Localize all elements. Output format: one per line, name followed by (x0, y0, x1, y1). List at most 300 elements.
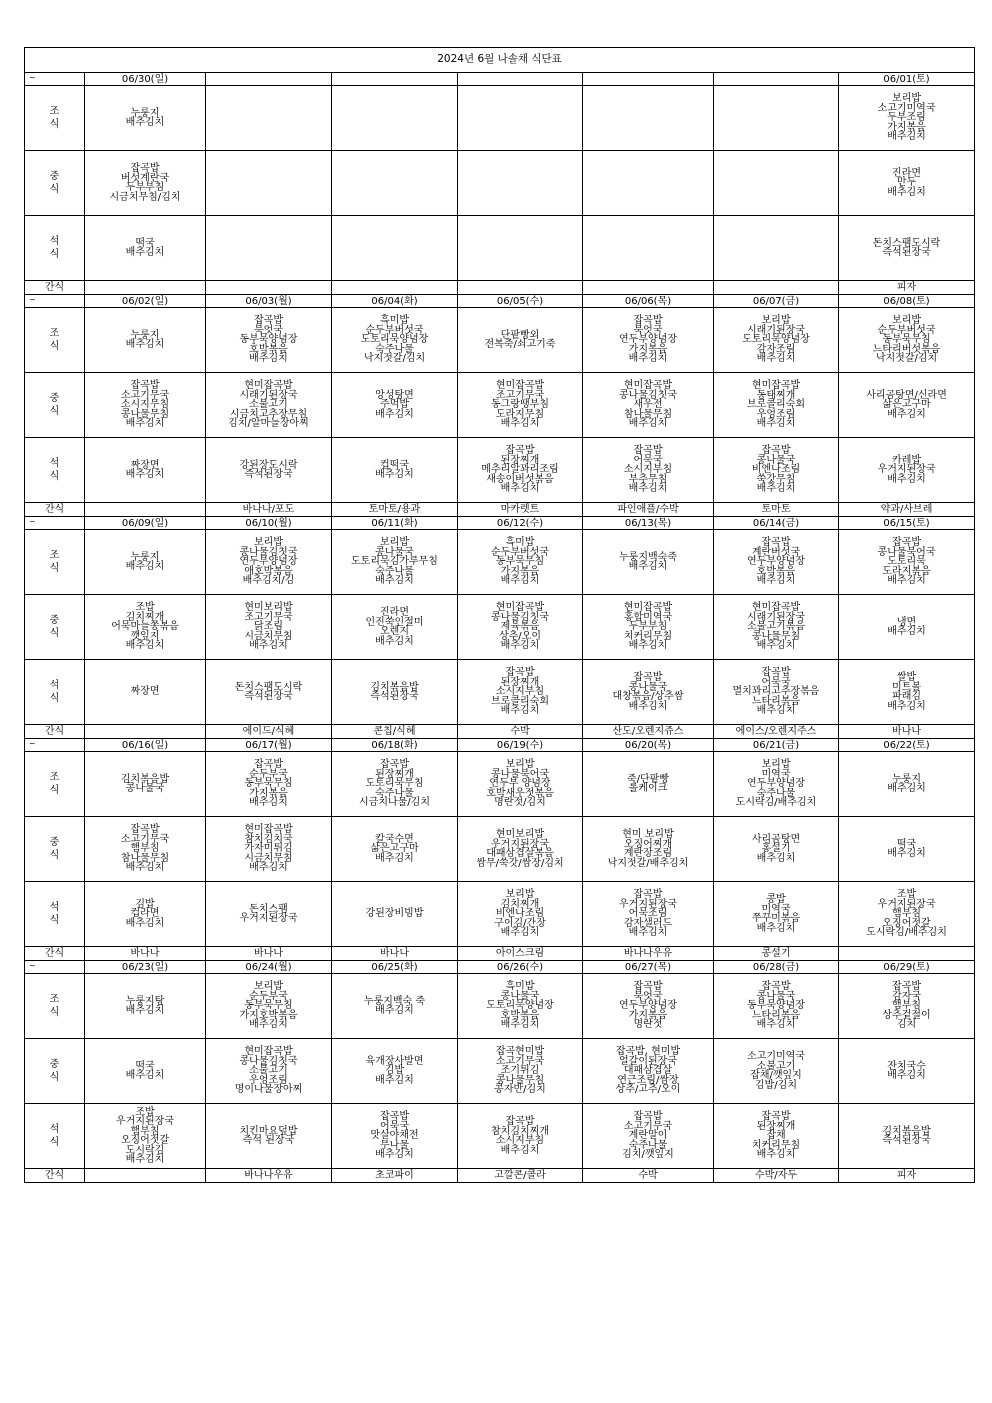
snack-cell (85, 1169, 206, 1183)
menu-item: 단팥빵외 (500, 329, 540, 341)
menu-cell-dinner (458, 216, 583, 281)
menu-item: 명이나물장아찌 (234, 1084, 303, 1096)
meal-label-lunch (25, 1039, 85, 1104)
meal-label-breakfast (25, 86, 85, 151)
menu-cell-dinner (714, 660, 839, 725)
menu-item: 비엔나조림 (495, 908, 545, 920)
menu-item: 카레밥 (892, 454, 922, 466)
menu-item: 배추김치 (375, 1005, 414, 1016)
date-cell: 06/30(일) (85, 73, 206, 86)
menu-item: 보리밥 (761, 759, 791, 771)
menu-item: 잡곡밥 (761, 1111, 791, 1123)
menu-item: 가지볶음 (249, 787, 288, 799)
menu-item: 삶은고구마 (882, 399, 931, 411)
corner-mark: ~ (29, 73, 36, 82)
menu-cell-lunch (85, 151, 206, 216)
menu-item: 메추리알꽈리조림 (481, 464, 559, 476)
menu-item: 잡곡밥 (505, 667, 535, 679)
menu-item: 호박볶음 (756, 565, 796, 577)
meal-label-dinner (25, 216, 85, 281)
snack-cell: 바나나 (332, 947, 458, 961)
menu-item: 우거지된장국 (619, 898, 677, 910)
menu-item: 제육볶음 (500, 621, 540, 633)
menu-item: 도라지무침 (495, 408, 545, 420)
menu-item: 시금치고추장무침 (229, 408, 308, 420)
menu-item: 시래기된장국 (239, 389, 298, 401)
meal-row-snack (25, 947, 975, 961)
menu-cell-lunch (206, 373, 332, 438)
menu-item: 배추김치 (125, 917, 165, 929)
menu-cell-lunch (206, 1039, 332, 1104)
menu-item: 배추김치 (125, 117, 165, 128)
menu-cell-lunch (332, 817, 458, 882)
menu-item: 소고기무국 (120, 389, 170, 401)
menu-cell-lunch (839, 595, 975, 660)
menu-cell-lunch (714, 151, 839, 216)
menu-cell-dinner (583, 438, 714, 503)
menu-item: 맛살야채전 (370, 1130, 419, 1142)
menu-cell-breakfast (714, 974, 839, 1039)
meal-row-breakfast (25, 530, 975, 595)
menu-item: 배추김치 (628, 561, 668, 572)
meal-label-breakfast (25, 308, 85, 373)
menu-item: 북엇국 (633, 324, 663, 336)
menu-item: 짜장면 (130, 459, 160, 471)
date-cell: 06/06(목) (583, 295, 714, 308)
menu-item: 미트볼 (892, 681, 922, 693)
menu-cell-lunch (85, 1039, 206, 1104)
menu-item: 우거지된장국 (491, 838, 549, 850)
menu-cell-dinner (714, 216, 839, 281)
menu-item: 배추김치 (887, 473, 926, 485)
snack-cell: 약과/사브레 (839, 503, 975, 517)
date-cell: 06/11(화) (332, 517, 458, 530)
menu-item: 콩나물김칫국 (239, 546, 298, 558)
menu-cell-lunch (839, 151, 975, 216)
date-row (25, 961, 975, 974)
date-cell: 06/26(수) (458, 961, 583, 974)
menu-item: 우거지된장국 (877, 464, 936, 476)
date-cell: 06/18(화) (332, 739, 458, 752)
menu-cell-breakfast (332, 308, 458, 373)
meal-row-dinner (25, 216, 975, 281)
menu-item: 가자미튀김 (244, 843, 293, 855)
menu-cell-lunch (839, 817, 975, 882)
menu-item: 강된장비빔밥 (365, 908, 424, 920)
date-row (25, 73, 975, 86)
menu-item: 즉석된장국 (244, 469, 293, 480)
meal-row-snack (25, 725, 975, 739)
menu-item: 어묵조림 (628, 908, 668, 920)
menu-item: 시금치무침 (244, 852, 293, 864)
menu-item: 도토리묵 (887, 556, 926, 568)
menu-item: 오렌지 (380, 626, 409, 637)
menu-cell-lunch (85, 817, 206, 882)
menu-cell-lunch (714, 373, 839, 438)
menu-item: 잡곡밥 (254, 759, 283, 771)
date-cell (583, 73, 714, 86)
meal-label-snack: 간식 (25, 1169, 85, 1183)
menu-item: 콩나물김칫국 (239, 1055, 298, 1067)
menu-item: 감자조림 (756, 343, 796, 355)
menu-item: 잡곡밥 (633, 672, 663, 683)
meal-row-breakfast (25, 86, 975, 151)
menu-item: 배추김치 (500, 1144, 540, 1156)
meal-label-lunch (25, 595, 85, 660)
menu-item: 콩나물김칫국 (491, 611, 549, 623)
menu-item: 시래기된장국 (747, 611, 805, 623)
snack-cell: 에이스/오렌지주스 (714, 725, 839, 739)
meal-label-text: 석식 (49, 902, 60, 926)
date-cell: 06/15(토) (839, 517, 975, 530)
date-cell: 06/14(금) (714, 517, 839, 530)
menu-item: 상추/고추/오이 (615, 1084, 681, 1096)
meal-row-dinner (25, 660, 975, 725)
snack-cell: 바나나 (85, 947, 206, 961)
menu-item: 잡곡밥 (130, 824, 160, 836)
menu-item: 상추/오이 (498, 630, 541, 642)
menu-cell-lunch (332, 151, 458, 216)
meal-label-breakfast (25, 752, 85, 817)
menu-item: 깻잎지 (130, 630, 160, 642)
menu-item: 숙주나물 (375, 565, 414, 577)
menu-item: 낙지젓갈/김치 (875, 353, 938, 365)
menu-item: 연근조림/쌈장 (617, 1074, 679, 1086)
menu-item: 시금치나물/김치 (359, 797, 430, 809)
menu-item: 배추김치 (887, 783, 926, 794)
menu-item: 진라면 (892, 167, 922, 179)
menu-item: 치킨마요덮밥 (239, 1125, 298, 1137)
menu-cell-breakfast (458, 86, 583, 151)
menu-cell-lunch (206, 817, 332, 882)
corner-cell (25, 739, 85, 752)
date-row (25, 739, 975, 752)
meal-row-dinner (25, 438, 975, 503)
menu-cell-breakfast (714, 752, 839, 817)
menu-item: 햄부침 (130, 1125, 160, 1137)
menu-cell-breakfast (714, 530, 839, 595)
corner-mark: ~ (29, 517, 36, 526)
corner-cell (25, 517, 85, 530)
menu-item: 잡곡밥 (761, 667, 791, 679)
menu-cell-lunch (458, 595, 583, 660)
menu-item: 미역국 (761, 768, 791, 780)
date-cell (206, 73, 332, 86)
menu-item: 배추김치 (628, 418, 668, 430)
menu-item: 배추김치 (756, 1019, 796, 1031)
menu-item: 떡국 (135, 237, 155, 249)
menu-cell-breakfast (85, 530, 206, 595)
snack-cell (85, 281, 206, 295)
menu-item: 배추김치 (125, 1070, 165, 1081)
menu-item: 명란젓 (633, 1019, 663, 1031)
menu-item: 돈치스팸도시락 (872, 237, 941, 249)
menu-item: 콩나물국 (756, 454, 796, 466)
menu-cell-dinner (714, 438, 839, 503)
menu-cell-breakfast (839, 974, 975, 1039)
snack-cell (85, 503, 206, 517)
menu-item: 배추김치 (887, 408, 926, 420)
meal-row-lunch (25, 373, 975, 438)
menu-cell-dinner (458, 1104, 583, 1169)
menu-item: 감자샐러드 (623, 917, 673, 929)
menu-item: 콩나물북어국 (877, 546, 936, 558)
menu-item: 배추김치 (756, 353, 796, 365)
menu-item: 소시지무침 (120, 399, 170, 411)
date-cell: 06/25(화) (332, 961, 458, 974)
menu-item: 숙주나물 (375, 343, 414, 355)
menu-item: 육개장사발면 (365, 1055, 424, 1067)
menu-cell-lunch (85, 595, 206, 660)
date-cell: 06/21(금) (714, 739, 839, 752)
menu-item: 흑미밥 (380, 315, 409, 327)
menu-cell-breakfast (839, 86, 975, 151)
menu-item: 배추김치 (249, 862, 288, 874)
menu-item: 부추무침 (628, 473, 668, 485)
menu-item: 소고기무국 (623, 1120, 673, 1132)
meal-row-breakfast (25, 974, 975, 1039)
menu-item: 돈치스팸 (249, 903, 288, 915)
menu-item: 오징어젓갈 (120, 1135, 170, 1146)
menu-item: 연두부양념장 (239, 556, 298, 568)
menu-item: 배추김치 (887, 1070, 926, 1081)
menu-title: 2024년 6월 나솔채 식단표 (25, 48, 975, 73)
meal-label-text: 조식 (49, 328, 60, 352)
menu-item: 소시지부침 (495, 1135, 545, 1146)
menu-item: 참나물무침 (623, 408, 673, 420)
meal-label-snack: 간식 (25, 281, 85, 295)
snack-cell: 피자 (839, 1169, 975, 1183)
date-cell: 06/29(토) (839, 961, 975, 974)
menu-cell-lunch (458, 1039, 583, 1104)
corner-cell (25, 73, 85, 86)
menu-item: 잡곡밥 (633, 981, 663, 993)
menu-item: 구이김/간장 (494, 917, 546, 929)
menu-item: 오징어젓갈 (882, 917, 931, 929)
menu-cell-breakfast (714, 86, 839, 151)
menu-item: 돈치스팸도시락 (234, 681, 303, 693)
menu-item: 배추김치 (756, 852, 796, 864)
menu-item: 숙주나물 (628, 1139, 668, 1151)
menu-item: 즉석된장국 (370, 691, 419, 702)
menu-item: 보리밥 (380, 537, 409, 549)
snack-cell (85, 725, 206, 739)
menu-cell-breakfast (583, 974, 714, 1039)
menu-cell-lunch (458, 817, 583, 882)
snack-cell (839, 947, 975, 961)
meal-label-text: 중식 (49, 393, 60, 417)
menu-item: 어묵마늘쫑볶음 (111, 621, 179, 633)
menu-item: 잡곡밥 (380, 1111, 409, 1123)
menu-item: 배추김치 (375, 852, 414, 864)
menu-item: 배추김치 (887, 626, 926, 637)
menu-item: 상추겉절이 (882, 1009, 931, 1021)
date-cell: 06/19(수) (458, 739, 583, 752)
menu-item: 배추김치 (375, 1149, 414, 1161)
menu-item: 조밥 (135, 602, 155, 614)
date-cell: 06/10(월) (206, 517, 332, 530)
menu-cell-lunch (206, 151, 332, 216)
menu-item: 배추김치 (375, 408, 414, 420)
menu-item: 배추김치 (887, 700, 926, 712)
menu-cell-dinner (839, 882, 975, 947)
date-row (25, 517, 975, 530)
menu-item: 김밥 (135, 898, 155, 910)
menu-item: 시금치무침 (244, 630, 293, 642)
menu-item: 현미잡곡밥 (751, 602, 801, 614)
menu-item: 즉석 된장국 (242, 1135, 295, 1146)
menu-cell-breakfast (583, 752, 714, 817)
corner-mark: ~ (29, 295, 36, 304)
menu-item: 소불고기 (249, 1065, 288, 1077)
menu-item: 배추김치 (628, 640, 668, 652)
menu-item: 비엔나조림 (751, 464, 801, 476)
menu-item: 얼갈이된장국 (619, 1055, 677, 1067)
menu-item: 콩나물북어국 (491, 768, 549, 780)
meal-label-text: 조식 (49, 106, 60, 130)
menu-item: 된장찌개 (375, 768, 414, 780)
menu-item: 배추김치 (375, 635, 414, 647)
snack-cell (583, 281, 714, 295)
menu-item: 대패삼겹살볶음 (486, 848, 554, 859)
corner-mark: ~ (29, 961, 36, 970)
menu-item: 가지볶음 (628, 1009, 668, 1021)
menu-item: 햄부침 (892, 1000, 922, 1012)
menu-cell-breakfast (839, 752, 975, 817)
menu-cell-dinner (85, 660, 206, 725)
menu-item: 순두부버섯국 (877, 324, 936, 336)
menu-item: 배추김치 (125, 862, 165, 874)
menu-cell-lunch (583, 1039, 714, 1104)
meal-label-text: 조식 (49, 550, 60, 574)
menu-item: 떡국 (896, 838, 917, 850)
menu-item: 동부묵무침 (495, 556, 545, 568)
menu-item: 콩밥 (766, 894, 786, 905)
menu-item: 연두부양념장 (747, 556, 805, 568)
meal-label-text: 조식 (49, 772, 60, 796)
menu-cell-dinner (458, 438, 583, 503)
date-cell: 06/04(화) (332, 295, 458, 308)
menu-item: 배추김치 (125, 640, 165, 652)
meal-label-text: 중식 (49, 837, 60, 861)
meal-label-text: 석식 (49, 458, 60, 482)
menu-item: 미역국 (761, 903, 791, 915)
corner-cell (25, 295, 85, 308)
meal-row-lunch (25, 151, 975, 216)
menu-item: 느타리버섯볶음 (872, 343, 941, 355)
meal-row-snack (25, 503, 975, 517)
menu-item: 감자국 (892, 990, 922, 1002)
menu-item: 동부묵양념장 (747, 1000, 805, 1012)
menu-cell-lunch (714, 817, 839, 882)
meal-label-lunch (25, 817, 85, 882)
menu-item: 누룽지백숙죽 (619, 551, 677, 563)
menu-item: 인진쑥인절미 (365, 616, 424, 628)
menu-item: 배추김치/김 (242, 575, 295, 587)
menu-item: 파래김 (892, 691, 922, 702)
menu-cell-dinner (206, 882, 332, 947)
menu-item: 김치/알마늘장아찌 (228, 418, 309, 430)
menu-item: 대창볶음/상추쌈 (612, 691, 684, 702)
menu-cell-lunch (85, 373, 206, 438)
menu-item: 연두부 양념장 (489, 778, 551, 790)
menu-item: 느타리볶음 (751, 695, 801, 707)
menu-item: 참치김치찌개 (491, 1125, 549, 1137)
menu-item: 햄부침 (892, 908, 922, 920)
menu-item: 잡곡현미밥 (495, 1046, 545, 1058)
menu-cell-lunch (714, 595, 839, 660)
menu-cell-breakfast (332, 974, 458, 1039)
meal-label-breakfast (25, 974, 85, 1039)
menu-item: 즉석된장국 (882, 247, 931, 258)
meal-row-dinner (25, 882, 975, 947)
meal-label-lunch (25, 151, 85, 216)
menu-item: 앙성탕면 (375, 389, 414, 401)
menu-item: 잡곡밥 (892, 981, 922, 993)
menu-item: 두부부침 (125, 182, 165, 193)
menu-cell-lunch (332, 373, 458, 438)
menu-item: 연두부양념장 (619, 1000, 677, 1012)
meal-label-dinner (25, 438, 85, 503)
menu-cell-breakfast (85, 308, 206, 373)
menu-item: 브로콜리숙회 (747, 399, 805, 411)
menu-item: 배추김치 (500, 483, 540, 495)
corner-mark: ~ (29, 739, 36, 748)
menu-item: 배추김치 (249, 1019, 288, 1031)
menu-item: 콩나물무침 (120, 408, 170, 420)
menu-item: 배추김치 (125, 418, 165, 430)
date-cell (714, 73, 839, 86)
snack-cell: 바나나우유 (206, 1169, 332, 1183)
menu-item: 소고기미역국 (747, 1051, 805, 1062)
menu-cell-dinner (714, 882, 839, 947)
menu-item: 보리밥 (505, 889, 535, 901)
menu-item: 현미보리밥 (244, 602, 293, 614)
snack-cell: 초코파이 (332, 1169, 458, 1183)
menu-item: 소불고기 (756, 1060, 796, 1072)
menu-item: 즉석된장국 (244, 691, 293, 702)
menu-cell-breakfast (206, 86, 332, 151)
menu-item: 컵라면 (130, 908, 160, 920)
menu-item: 시래기된장국 (747, 324, 805, 336)
menu-item: 동부묵양념장 (239, 334, 298, 346)
menu-item: 홍설기 (761, 843, 791, 855)
menu-item: 가지볶음 (887, 121, 926, 133)
menu-cell-breakfast (583, 530, 714, 595)
snack-cell: 수박/자두 (714, 1169, 839, 1183)
menu-item: 잡곡밥 (761, 445, 791, 457)
menu-item: 강된장도시락 (239, 459, 298, 471)
menu-cell-dinner (206, 438, 332, 503)
snack-cell (206, 281, 332, 295)
menu-item: 사리곰탕면/신라면 (866, 389, 947, 401)
menu-item: 치커리무침 (751, 1139, 801, 1151)
menu-item: 낙지젓갈/김치 (363, 353, 426, 365)
menu-item: 흑미밥 (505, 981, 535, 993)
menu-item: 가지볶음 (500, 565, 540, 577)
menu-item: 보리밥 (505, 759, 535, 771)
menu-cell-breakfast (583, 86, 714, 151)
menu-item: 연두부양념장 (747, 778, 805, 790)
menu-item: 어묵국 (761, 676, 791, 688)
meal-label-text: 석식 (49, 236, 60, 260)
menu-cell-dinner (332, 1104, 458, 1169)
menu-item: 우거지된장국 (877, 898, 936, 910)
menu-item: 동태찌개 (756, 389, 796, 401)
menu-cell-lunch (839, 373, 975, 438)
menu-item: 조고기무국 (495, 389, 545, 401)
menu-item: 누룽지 (130, 107, 160, 119)
